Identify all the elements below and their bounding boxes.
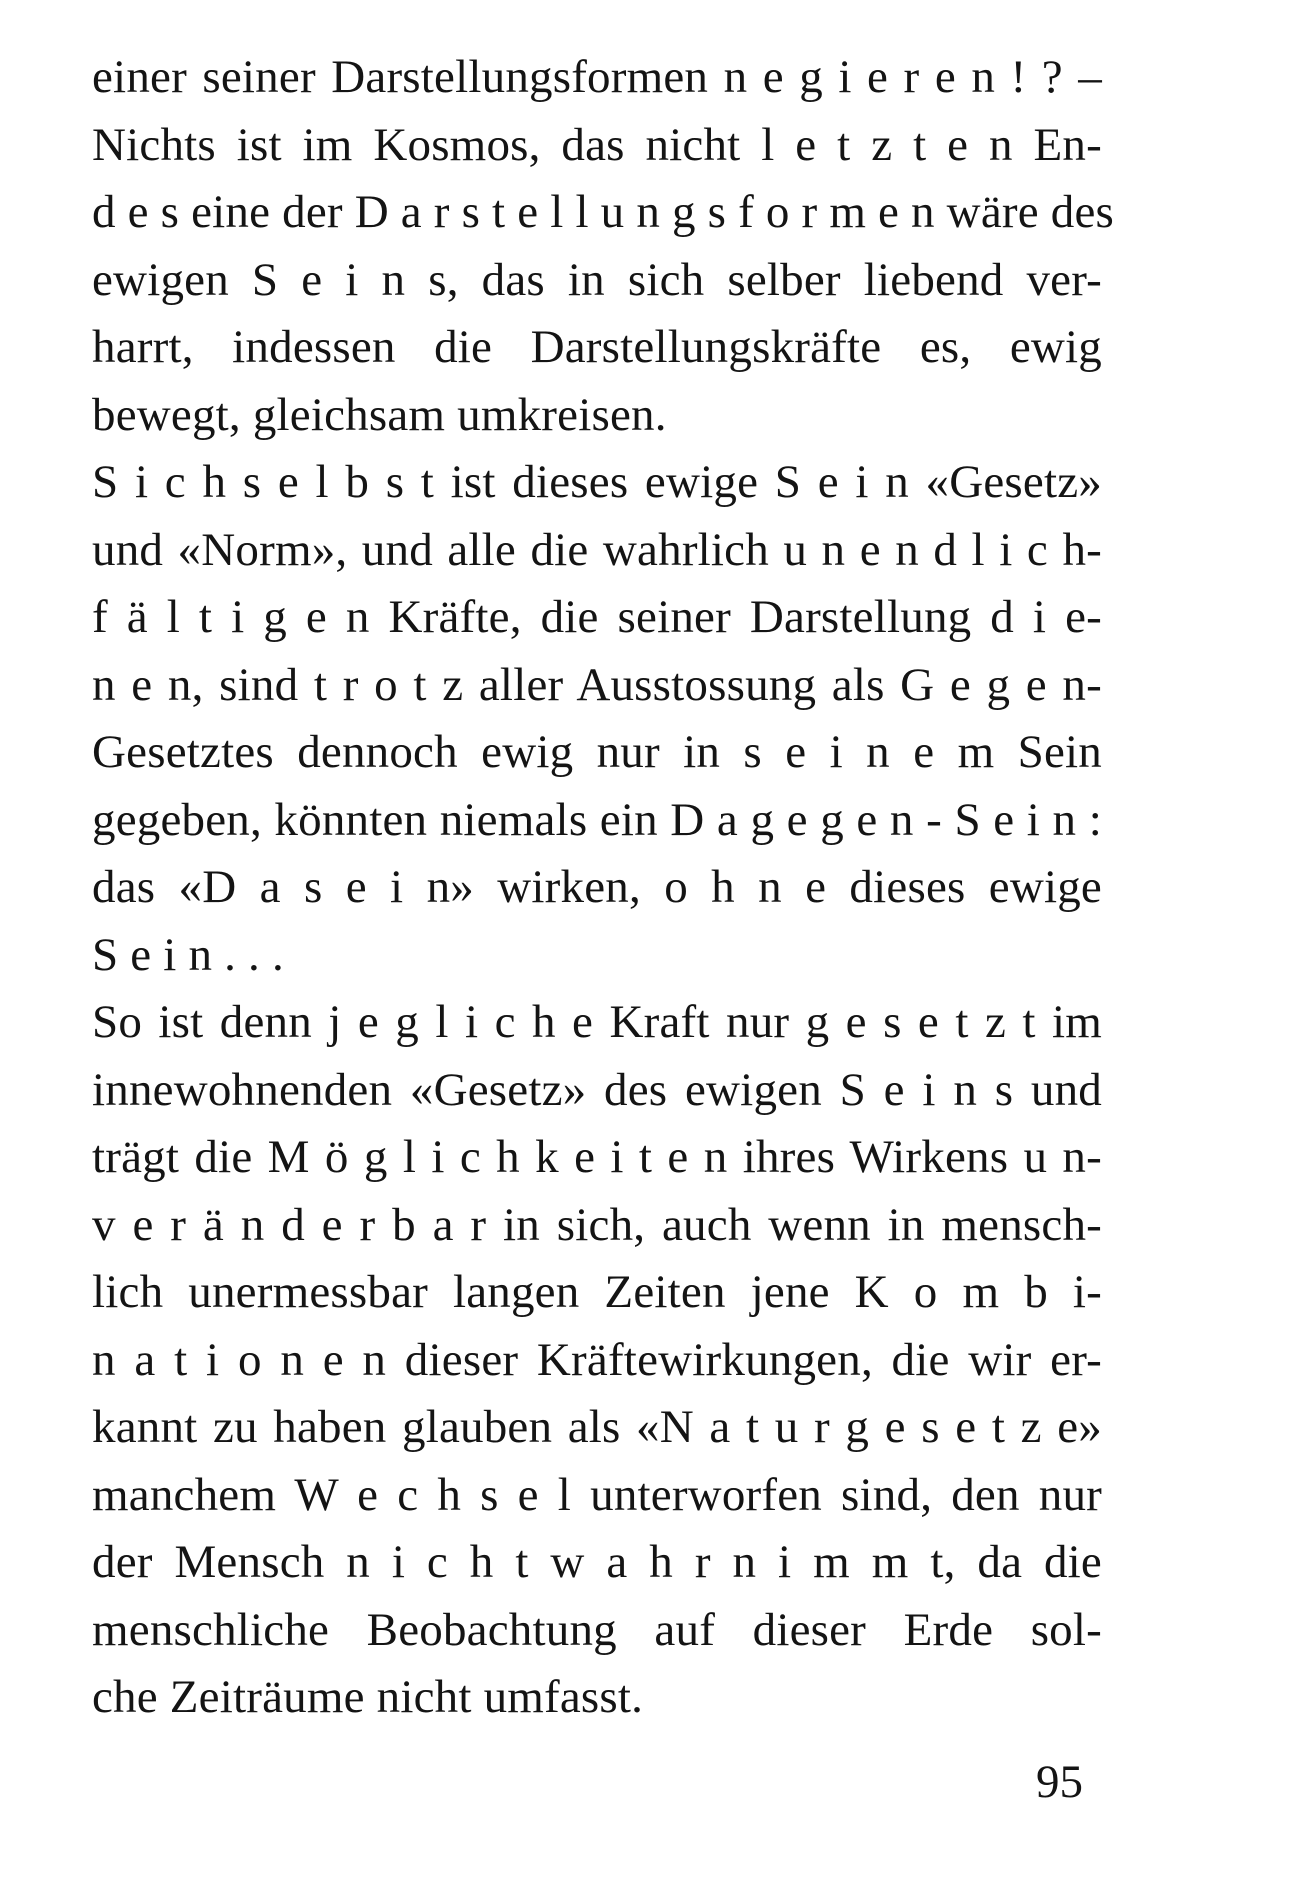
body-text: [92, 44, 1115, 1732]
text-line-1: einer seiner Darstellungsformen n e g i e r e n ! ? –: [92, 51, 1102, 103]
text-line-20: n a t i o n e n dieser Kräftewirkungen, die wir er-: [92, 1333, 1102, 1386]
text-line-11: Gesetztes dennoch ewig nur in s e i n e m Sein: [92, 726, 1102, 778]
text-line-23: der Mensch n i c h t w a h r n i m m t, da die: [92, 1536, 1102, 1588]
text-line-21: kannt zu haben glauben als «N a t u r g e s e t z e»: [92, 1401, 1102, 1453]
text-line-25: che Zeiträume nicht umfasst.: [92, 1671, 644, 1723]
text-line-2: Nichts ist im Kosmos, das nicht l e t z t e n En-: [92, 118, 1102, 171]
text-line-12: gegeben, könnten niemals ein D a g e g e n - S e i n :: [92, 793, 1102, 846]
text-line-18: v e r ä n d e r b a r in sich, auch wenn in mensch-: [92, 1198, 1102, 1251]
text-line-9: f ä l t i g e n Kräfte, die seiner Darstellung d i e-: [92, 591, 1102, 643]
text-line-7: S i c h s e l b s t ist dieses ewige S e i n «Gesetz»: [92, 456, 1102, 508]
text-line-16: innewohnenden «Gesetz» des ewigen S e i n s und: [92, 1063, 1102, 1116]
text-line-5: harrt, indessen die Darstellungskräfte es, ewig: [92, 321, 1102, 373]
text-line-19: lich unermessbar langen Zeiten jene K o m b i-: [92, 1266, 1102, 1318]
text-line-3: d e s eine der D a r s t e l l u n g s f o r m e n wäre des: [92, 186, 1115, 238]
text-line-8: und «Norm», und alle die wahrlich u n e n d l i c h-: [92, 523, 1102, 576]
text-line-4: ewigen S e i n s, das in sich selber liebend ver-: [92, 253, 1102, 306]
text-line-17: trägt die M ö g l i c h k e i t e n ihres Wirkens u n-: [92, 1131, 1102, 1183]
text-line-10: n e n, sind t r o t z aller Ausstossung als G e g e n-: [92, 658, 1102, 711]
text-line-6: bewegt, gleichsam umkreisen.: [92, 388, 667, 441]
text-line-14: S e i n . . .: [92, 928, 284, 981]
page-number: 95: [1036, 1756, 1083, 1808]
text-line-13: das «D a s e i n» wirken, o h n e dieses ewige: [92, 861, 1102, 913]
text-line-22: manchem W e c h s e l unterworfen sind, den nur: [92, 1468, 1102, 1521]
text-line-24: menschliche Beobachtung auf dieser Erde sol-: [92, 1603, 1102, 1656]
text-line-15: So ist denn j e g l i c h e Kraft nur g e s e t z t im: [92, 996, 1102, 1048]
